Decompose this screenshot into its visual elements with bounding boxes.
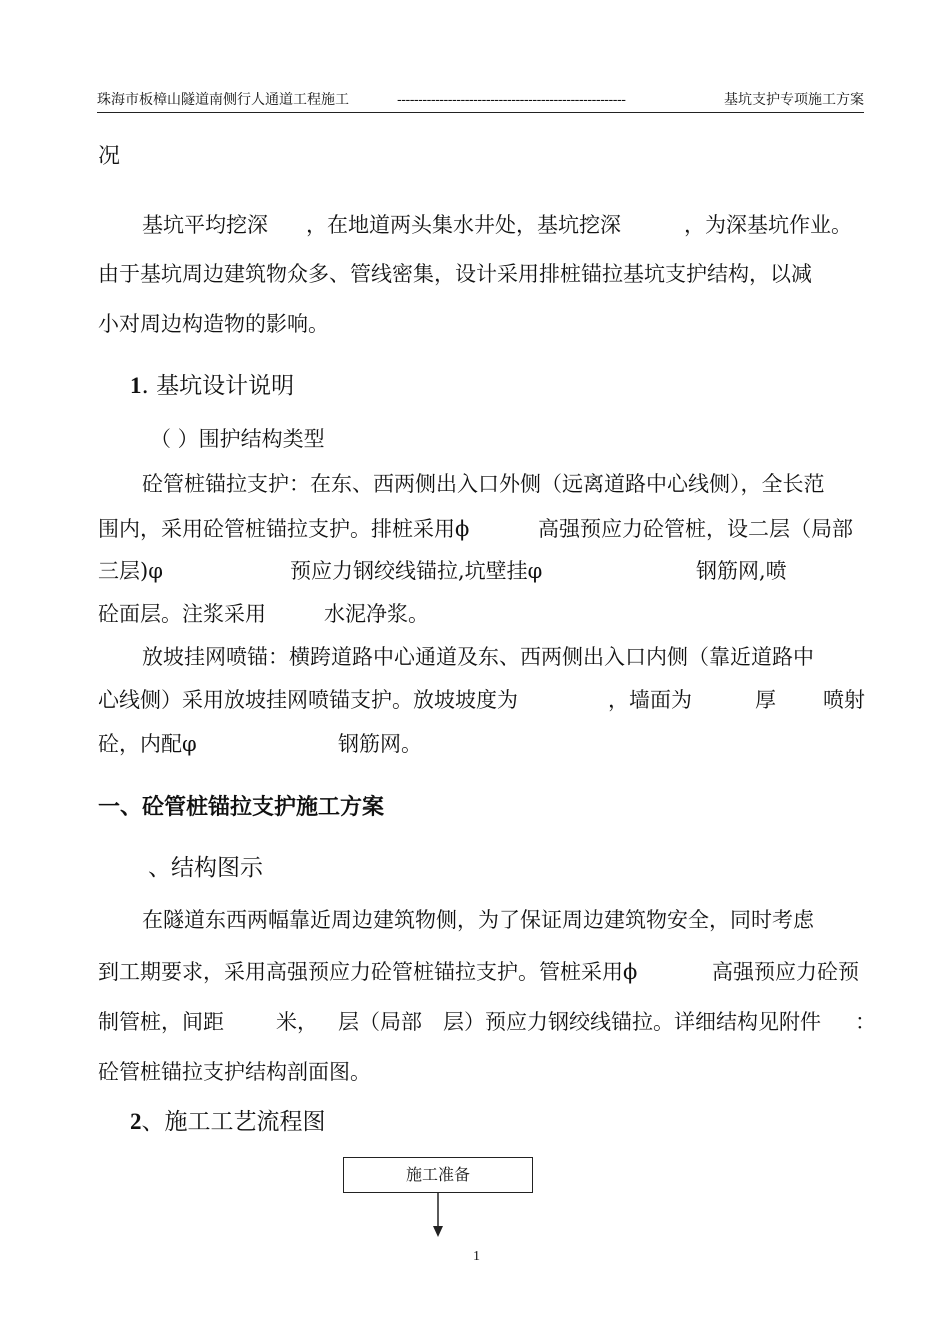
- p4-line3-part3: 层（局部: [338, 1010, 422, 1034]
- p3-line2-part1: 心线侧）采用放坡挂网喷锚支护。放坡坡度为: [98, 688, 518, 712]
- header-project-title: 珠海市板樟山隧道南侧行人通道工程施工: [97, 92, 349, 108]
- section-1-number: 1: [130, 373, 142, 398]
- p1-line3: 小对周边构造物的影响。: [98, 312, 329, 336]
- section-1-heading: [130, 371, 294, 401]
- section-2-heading: [130, 1107, 326, 1137]
- p3-line3-part1: 砼，内配φ: [98, 732, 197, 756]
- flowchart-step-box: [343, 1157, 533, 1193]
- flowchart-down-arrow-icon: [432, 1193, 444, 1237]
- p4-line3-part4: 层）预应力钢绞线锚拉。详细结构见附件: [443, 1010, 821, 1034]
- continued-heading-fragment: 况: [98, 144, 121, 169]
- subsection-structure-diagram: 、结构图示: [148, 855, 263, 881]
- p1-line1-part1: 基坑平均挖深: [142, 213, 268, 237]
- p4-line2-part1: 到工期要求，采用高强预应力砼管桩锚拉支护。管桩采用ϕ: [98, 960, 638, 984]
- p4-line3-part1: 制管桩，间距: [98, 1010, 224, 1034]
- p4-line1: 在隧道东西两幅靠近周边建筑物侧，为了保证周边建筑物安全，同时考虑: [142, 908, 814, 932]
- p4-line2-part2: 高强预应力砼预: [712, 960, 859, 984]
- page-number: 1: [473, 1249, 480, 1264]
- p2-line4-part2: 水泥净浆。: [324, 602, 429, 626]
- p3-line2-part2: ，墙面为: [608, 688, 692, 712]
- p4-line4: 砼管桩锚拉支护结构剖面图。: [98, 1060, 371, 1084]
- section-2-title: 、施工工艺流程图: [141, 1109, 326, 1135]
- p2-line3-part2: 预应力钢绞线锚拉,坑壁挂φ: [290, 559, 543, 583]
- page-header: [97, 90, 864, 113]
- p2-line2-part1: 围内，采用砼管桩锚拉支护。排桩采用ϕ: [98, 517, 470, 541]
- section-1-title: . 基坑设计说明: [141, 373, 295, 399]
- p3-line3-part2: 钢筋网。: [338, 732, 422, 756]
- p2-line2-part2: 高强预应力砼管桩，设二层（局部: [538, 517, 853, 541]
- p1-line2: 由于基坑周边建筑物众多、管线密集，设计采用排桩锚拉基坑支护结构，以减: [98, 262, 812, 286]
- p3-line2-part3: 厚: [755, 688, 776, 712]
- section-2-number: 2: [130, 1109, 142, 1134]
- subsection-retaining-structure-type: （ ）围护结构类型: [150, 427, 325, 451]
- p4-line3-part5: ：: [855, 1010, 876, 1034]
- header-dash-leader: ------------------------------------------------------: [397, 92, 626, 108]
- p2-line1: 砼管桩锚拉支护：在东、西两侧出入口外侧（远离道路中心线侧），全长范: [142, 472, 825, 496]
- p2-line3-part3: 钢筋网,喷: [696, 559, 787, 583]
- flowchart-step-label: 施工准备: [405, 1165, 470, 1184]
- p3-line2-part4: 喷射: [823, 688, 865, 712]
- p3-line1: 放坡挂网喷锚：横跨道路中心通道及东、西两侧出入口内侧（靠近道路中: [142, 645, 814, 669]
- p2-line4-part1: 砼面层。注浆采用: [98, 602, 266, 626]
- p1-line1-part3: ，为深基坑作业。: [684, 213, 852, 237]
- p1-line1-part2: ，在地道两头集水井处，基坑挖深: [306, 213, 621, 237]
- chapter-1-heading: 一、砼管桩锚拉支护施工方案: [98, 795, 385, 820]
- header-document-title: 基坑支护专项施工方案: [724, 92, 864, 108]
- p2-line3-part1: 三层)φ: [98, 559, 163, 583]
- p4-line3-part2: 米，: [276, 1010, 318, 1034]
